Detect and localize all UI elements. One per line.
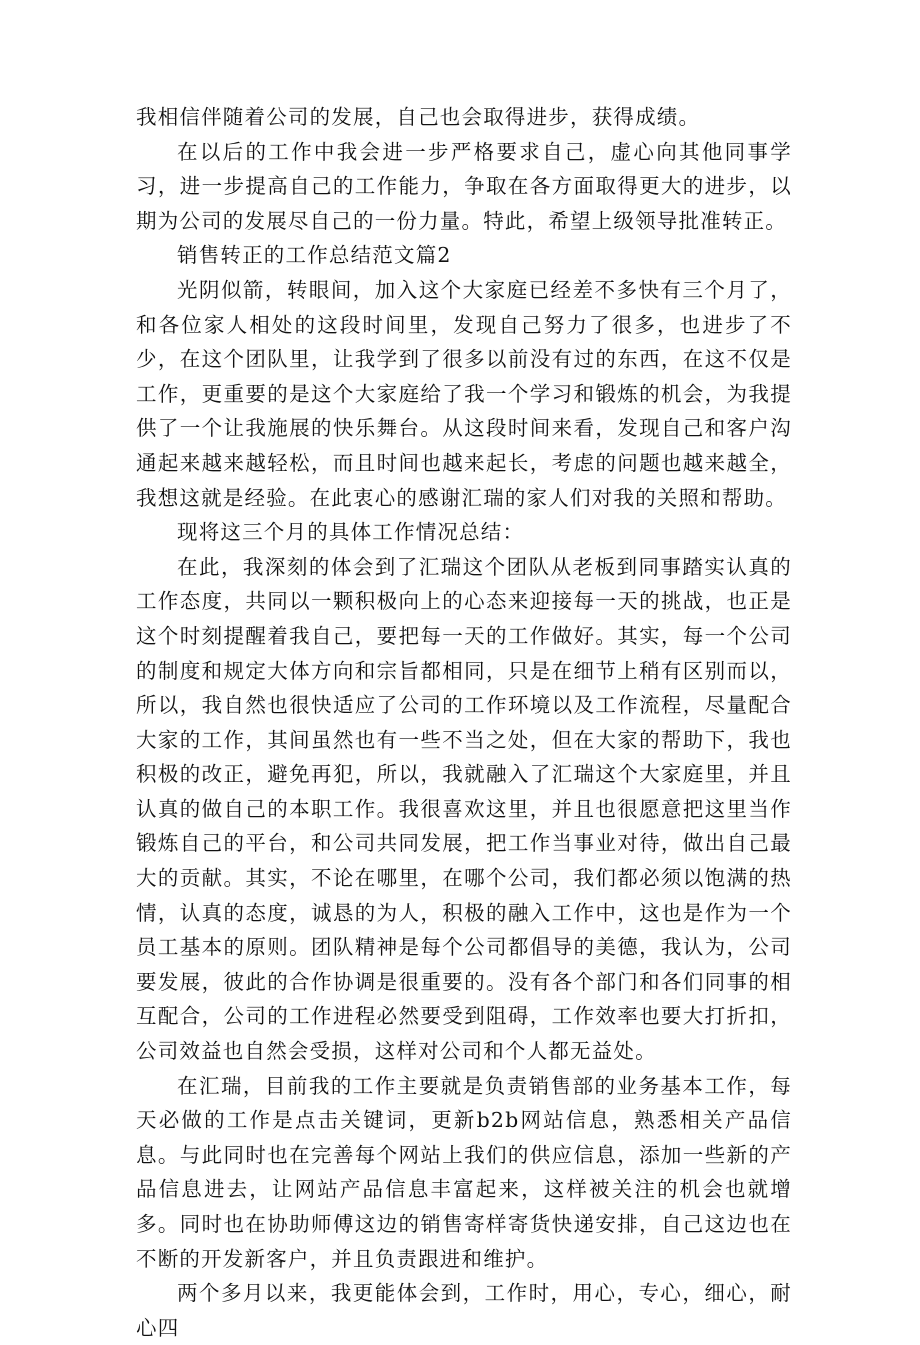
section-heading: 销售转正的工作总结范文篇2 (177, 243, 452, 268)
document-page (136, 100, 792, 1345)
paragraph-introduction: 光阴似箭，转眼间，加入这个大家庭已经差不多快有三个月了，和各位家人相处的这段时间里，发现自己努力了很多，也进步了不少，在这个团队里，让我学到了很多以前没有过的东西，在这不仅是工作，更重要的是这个大家庭给了我一个学习和锻炼的机会，为我提供了一个让我施展的快乐舞台。从这段时间来看，发现自己和客户沟通起来越来越轻松，而且时间也越来起长，考虑的问题也越来越全，我想这就是经验。在此衷心的感谢汇瑞的家人们对我的关照和帮助。 (136, 277, 792, 510)
paragraph-closing-statement: 我相信伴随着公司的发展，自己也会取得进步，获得成绩。 (136, 105, 701, 129)
paragraph-summary-lead: 现将这三个月的具体工作情况总结： (177, 520, 525, 545)
paragraph-future-commitment: 在以后的工作中我会进一步严格要求自己，虚心向其他同事学习，进一步提高自己的工作能力，争取在各方面取得更大的进步，以期为公司的发展尽自己的一份力量。特此，希望上级领导批准转正。 (136, 139, 792, 233)
paragraph-work-duties: 在汇瑞，目前我的工作主要就是负责销售部的业务基本工作，每天必做的工作是点击关键词，更新b2b网站信息，熟悉相关产品信息。与此同时也在完善每个网站上我们的供应信息，添加一些新的产品信息进去，让网站产品信息丰富起来，这样被关注的机会也就增多。同时也在协助师傅这边的销售寄样寄货快递安排，自己这边也在不断的开发新客户，并且负责跟进和维护。 (136, 1073, 792, 1271)
paragraph-reflection: 两个多月以来，我更能体会到，工作时，用心，专心，细心，耐心四 (136, 1281, 792, 1340)
paragraph-team-experience: 在此，我深刻的体会到了汇瑞这个团队从老板到同事踏实认真的工作态度，共同以一颗积极向上的心态来迎接每一天的挑战，也正是这个时刻提醒着我自己，要把每一天的工作做好。其实，每一个公司的制度和规定大体方向和宗旨都相同，只是在细节上稍有区别而以，所以，我自然也很快适应了公司的工作环境以及工作流程，尽量配合大家的工作，其间虽然也有一些不当之处，但在大家的帮助下，我也积极的改正，避免再犯，所以，我就融入了汇瑞这个大家庭里，并且认真的做自己的本职工作。我很喜欢这里，并且也很愿意把这里当作锻炼自己的平台，和公司共同发展，把工作当事业对待，做出自己最大的贡献。其实，不论在哪里，在哪个公司，我们都必须以饱满的热情，认真的态度，诚恳的为人，积极的融入工作中，这也是作为一个员工基本的原则。团队精神是每个公司都倡导的美德，我认为，公司要发展，彼此的合作协调是很重要的。没有各个部门和各们同事的相互配合，公司的工作进程必然要受到阻碍，工作效率也要大打折扣，公司效益也自然会受损，这样对公司和个人都无益处。 (136, 554, 792, 1064)
